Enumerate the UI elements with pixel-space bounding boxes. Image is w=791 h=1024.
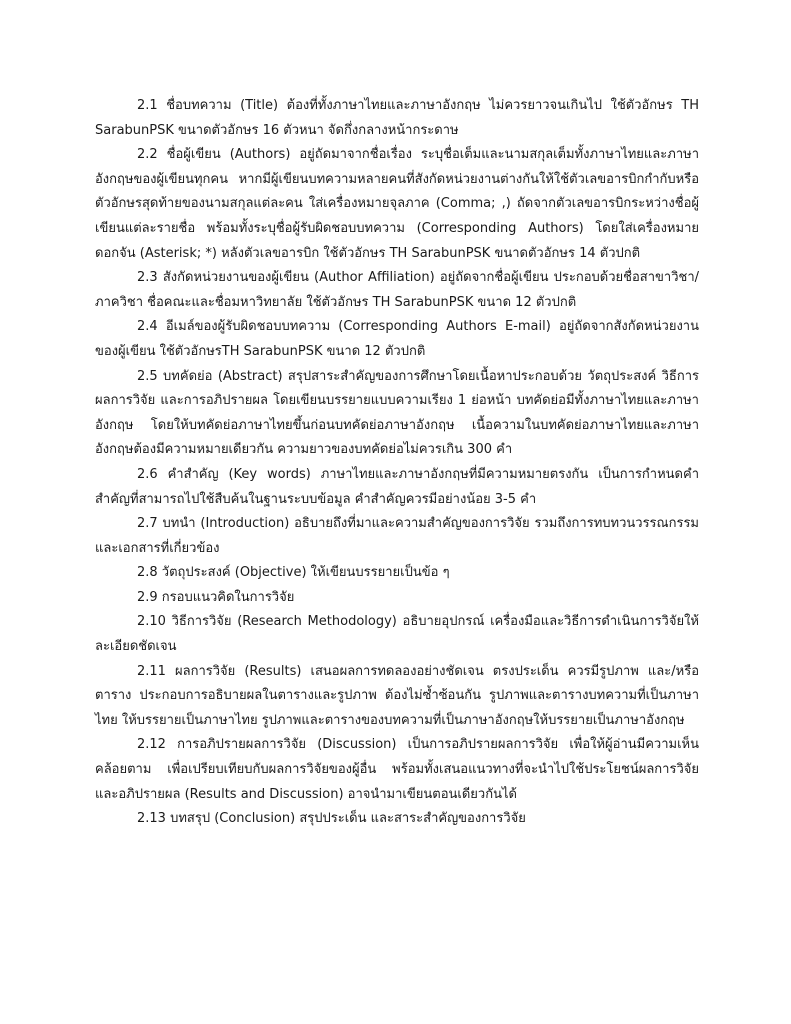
paragraph-2-9: 2.9 กรอบแนวคิดในการวิจัย bbox=[137, 589, 295, 605]
paragraph-2-6: 2.6 คำสำคัญ (Key words) ภาษาไทยและภาษาอังกฤษที่มีความหมายตรงกัน เป็นการกำหนดคำสำคัญที่สามารถไปใช้สืบค้นในฐานระบบข้อมูล คำสำคัญควรมีอย่างน้อย 3-5 คำ bbox=[95, 466, 699, 507]
paragraph-2-3: 2.3 สังกัดหน่วยงานของผู้เขียน (Author Affiliation) อยู่ถัดจากชื่อผู้เขียน ประกอบด้วยชื่อสาขาวิชา/ภาควิชา ชื่อคณะและชื่อมหาวิทยาลัย ใช้ตัวอักษร TH SarabunPSK ขนาด 12 ตัวปกติ bbox=[95, 270, 699, 310]
paragraph-2-13: 2.13 บทสรุป (Conclusion) สรุปประเด็น และสาระสำคัญของการวิจัย bbox=[137, 811, 526, 827]
paragraph-2-2: 2.2 ชื่อผู้เขียน (Authors) อยู่ถัดมาจากชื่อเรื่อง ระบุชื่อเต็มและนามสกุลเต็มทั้งภาษาไทยและภาษาอังกฤษของผู้เขียนทุกคน หากมีผู้เขียนบทความหลายคนที่สังกัดหน่วยงานต่างกันให้ใช้ตัวเลขอารบิกกำกับหรือตัวอักษรสุดท้ายของนามสกุลแต่ละคน ใส่เครื่องหมายจุลภาค (Comma; ,) ถัดจากตัวเลขอารบิกระหว่างชื่อผู้เขียนแต่ละรายชื่อ พร้อมทั้งระบุชื่อผู้รับผิดชอบบทความ (Corresponding Authors) โดยใส่เครื่องหมายดอกจัน (Asterisk; *) หลังตัวเลขอารบิก ใช้ตัวอักษร TH SarabunPSK ขนาดตัวอักษร 14 ตัวปกติ bbox=[95, 147, 699, 261]
paragraph-2-4: 2.4 อีเมล์ของผู้รับผิดชอบบทความ (Corresponding Authors E-mail) อยู่ถัดจากสังกัดหน่วยงานของผู้เขียน ใช้ตัวอักษรTH SarabunPSK ขนาด 12 ตัวปกติ bbox=[95, 319, 699, 359]
paragraph-2-11: 2.11 ผลการวิจัย (Results) เสนอผลการทดลองอย่างชัดเจน ตรงประเด็น ควรมีรูปภาพ และ/หรือ ตาราง ประกอบการอธิบายผลในตารางและรูปภาพ ต้องไม่ซ้ำซ้อนกัน รูปภาพและตารางบทความที่เป็นภาษาไทย ให้บรรยายเป็นภาษาไทย รูปภาพและตารางของบทความที่เป็นภาษาอังกฤษให้บรรยายเป็นภาษาอังกฤษ bbox=[95, 663, 699, 728]
paragraph-2-8: 2.8 วัตถุประสงค์ (Objective) ให้เขียนบรรยายเป็นข้อ ๆ bbox=[137, 565, 450, 581]
paragraph-2-1: 2.1 ชื่อบทความ (Title) ต้องที่ทั้งภาษาไทยและภาษาอังกฤษ ไม่ควรยาวจนเกินไป ใช้ตัวอักษร TH SarabunPSK ขนาดตัวอักษร 16 ตัวหนา จัดกึ่งกลางหน้ากระดาษ bbox=[95, 98, 699, 138]
paragraph-2-12: 2.12 การอภิปรายผลการวิจัย (Discussion) เป็นการอภิปรายผลการวิจัย เพื่อให้ผู้อ่านมีความเห็นคล้อยตาม เพื่อเปรียบเทียบกับผลการวิจัยของผู้อื่น พร้อมทั้งเสนอแนวทางที่จะนำไปใช้ประโยชน์ผลการวิจัย และอภิปรายผล (Results and Discussion) อาจนำมาเขียนตอนเดียวกันได้ bbox=[95, 737, 699, 802]
document-body bbox=[95, 94, 699, 832]
paragraph-2-10: 2.10 วิธีการวิจัย (Research Methodology) อธิบายอุปกรณ์ เครื่องมือและวิธีการดำเนินการวิจัยให้ละเอียดชัดเจน bbox=[95, 614, 699, 655]
paragraph-2-5: 2.5 บทคัดย่อ (Abstract) สรุปสาระสำคัญของการศึกษาโดยเนื้อหาประกอบด้วย วัตถุประสงค์ วิธีการ ผลการวิจัย และการอภิปรายผล โดยเขียนบรรยายแบบความเรียง 1 ย่อหน้า บทคัดย่อมีทั้งภาษาไทยและภาษาอังกฤษ โดยให้บทคัดย่อภาษาไทยขึ้นก่อนบทคัดย่อภาษาอังกฤษ เนื้อความในบทคัดย่อภาษาไทยและภาษาอังกฤษต้องมีความหมายเดียวกัน ความยาวของบทคัดย่อไม่ควรเกิน 300 คำ bbox=[95, 368, 699, 458]
paragraph-2-7: 2.7 บทนำ (Introduction) อธิบายถึงที่มาและความสำคัญของการวิจัย รวมถึงการทบทวนวรรณกรรมและเอกสารที่เกี่ยวข้อง bbox=[95, 516, 699, 556]
